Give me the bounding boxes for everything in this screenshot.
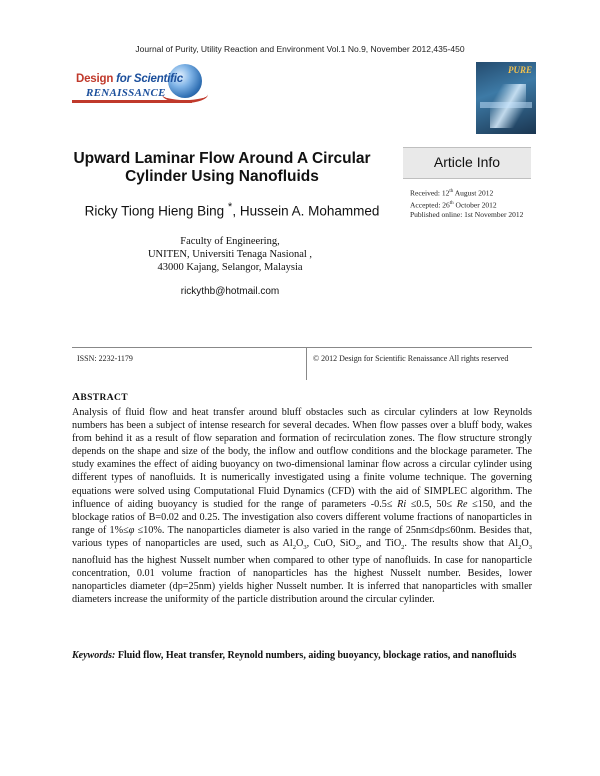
abstract-text: Analysis of fluid flow and heat transfer around bluff obstacles such as circular cylinders at low Reynolds numbers has been a subject of intense research for several decades. When flow passes over a bluff body, wakes from behind it as a result of flow separation and formation of recirculation zones. The flow structure strongly depends on the shape and size of the body, the inflow and outflow conditions and the blockage parameter. The study examines the effect of aiding buoyancy on two-dimensional laminar flow across a circular cylinder using different types of nanofluids. It is numerically investigated using a finite volume technique. The governing equations were solved using Computational Fluid Dynamics (CFD) with the aid of SIMPLEC algorithm. The influence of aiding buoyancy is studied for the range of parameters -0.5≤ Ri ≤0.5, 50≤ Re ≤150, and the blockage ratios of B=0.02 and 0.25. The investigation also covers different volume fractions of nanoparticles in range of 1%≤φ ≤10%. The nanoparticles diameter is also varied in the range of 25nm≤dp≤60nm. Besides that, various types of nanoparticles are used, such as $Al_2O_3$, CuO, SiO$_2$, and TiO$_2$. The results show that $Al_2O_3$ nanofluid has the highest Nusselt number when compared to other type of nanofluids. In case for nanoparticle concentration, 0.01 volume fraction of nanoparticles has the highest Nusselt number. Besides, lower nanoparticles diameter (dp=25nm) yields higher Nusselt number. It is inferred that nanoparticles with smaller diameters increase the uniformity of the particle distribution around the circular cylinder. — [72, 407, 532, 606]
abstract-heading: ABSTRACT — [72, 391, 129, 403]
article-info-box — [403, 147, 531, 179]
logo-line1: Design for Scientific — [76, 73, 183, 85]
affiliation-line-1: Faculty of Engineering, — [180, 236, 280, 247]
paper-title: Upward Laminar Flow Around A Circular Cylinder Using Nanofluids — [73, 150, 371, 185]
article-info-title: Article Info — [433, 154, 501, 170]
authors: Ricky Tiong Hieng Bing *, Hussein A. Mohammed — [84, 201, 380, 219]
cover-light-band — [480, 102, 532, 108]
journal-cover-image — [476, 62, 536, 134]
keywords: Keywords: Fluid flow, Heat transfer, Reynold numbers, aiding buoyancy, blockage ratios, and nanofluids — [72, 650, 517, 661]
copyright: © 2012 Design for Scientific Renaissance All rights reserved — [313, 354, 509, 363]
journal-header: Journal of Purity, Utility Reaction and Environment Vol.1 No.9, November 2012,435-450 — [135, 44, 465, 54]
publisher-logo — [70, 64, 240, 114]
article-dates — [410, 187, 534, 220]
affiliation-line-3: 43000 Kajang, Selangor, Malaysia — [157, 262, 303, 273]
received-date: Received: 12th August 2012 — [410, 188, 494, 198]
divider — [72, 347, 532, 348]
logo-line2: RENAISSANCE — [86, 87, 166, 99]
vertical-divider — [306, 347, 307, 380]
affiliation-line-2: UNITEN, Universiti Tenaga Nasional , — [147, 249, 313, 260]
affiliation — [72, 235, 388, 274]
published-date: Published online: 1st November 2012 — [410, 210, 524, 219]
journal-cover-label: PURE — [507, 65, 532, 75]
accepted-date: Accepted: 26th October 2012 — [410, 200, 497, 209]
issn: ISSN: 2232-1179 — [77, 354, 133, 363]
author-email[interactable]: rickythb@hotmail.com — [180, 286, 280, 297]
logo-underline — [72, 100, 192, 103]
